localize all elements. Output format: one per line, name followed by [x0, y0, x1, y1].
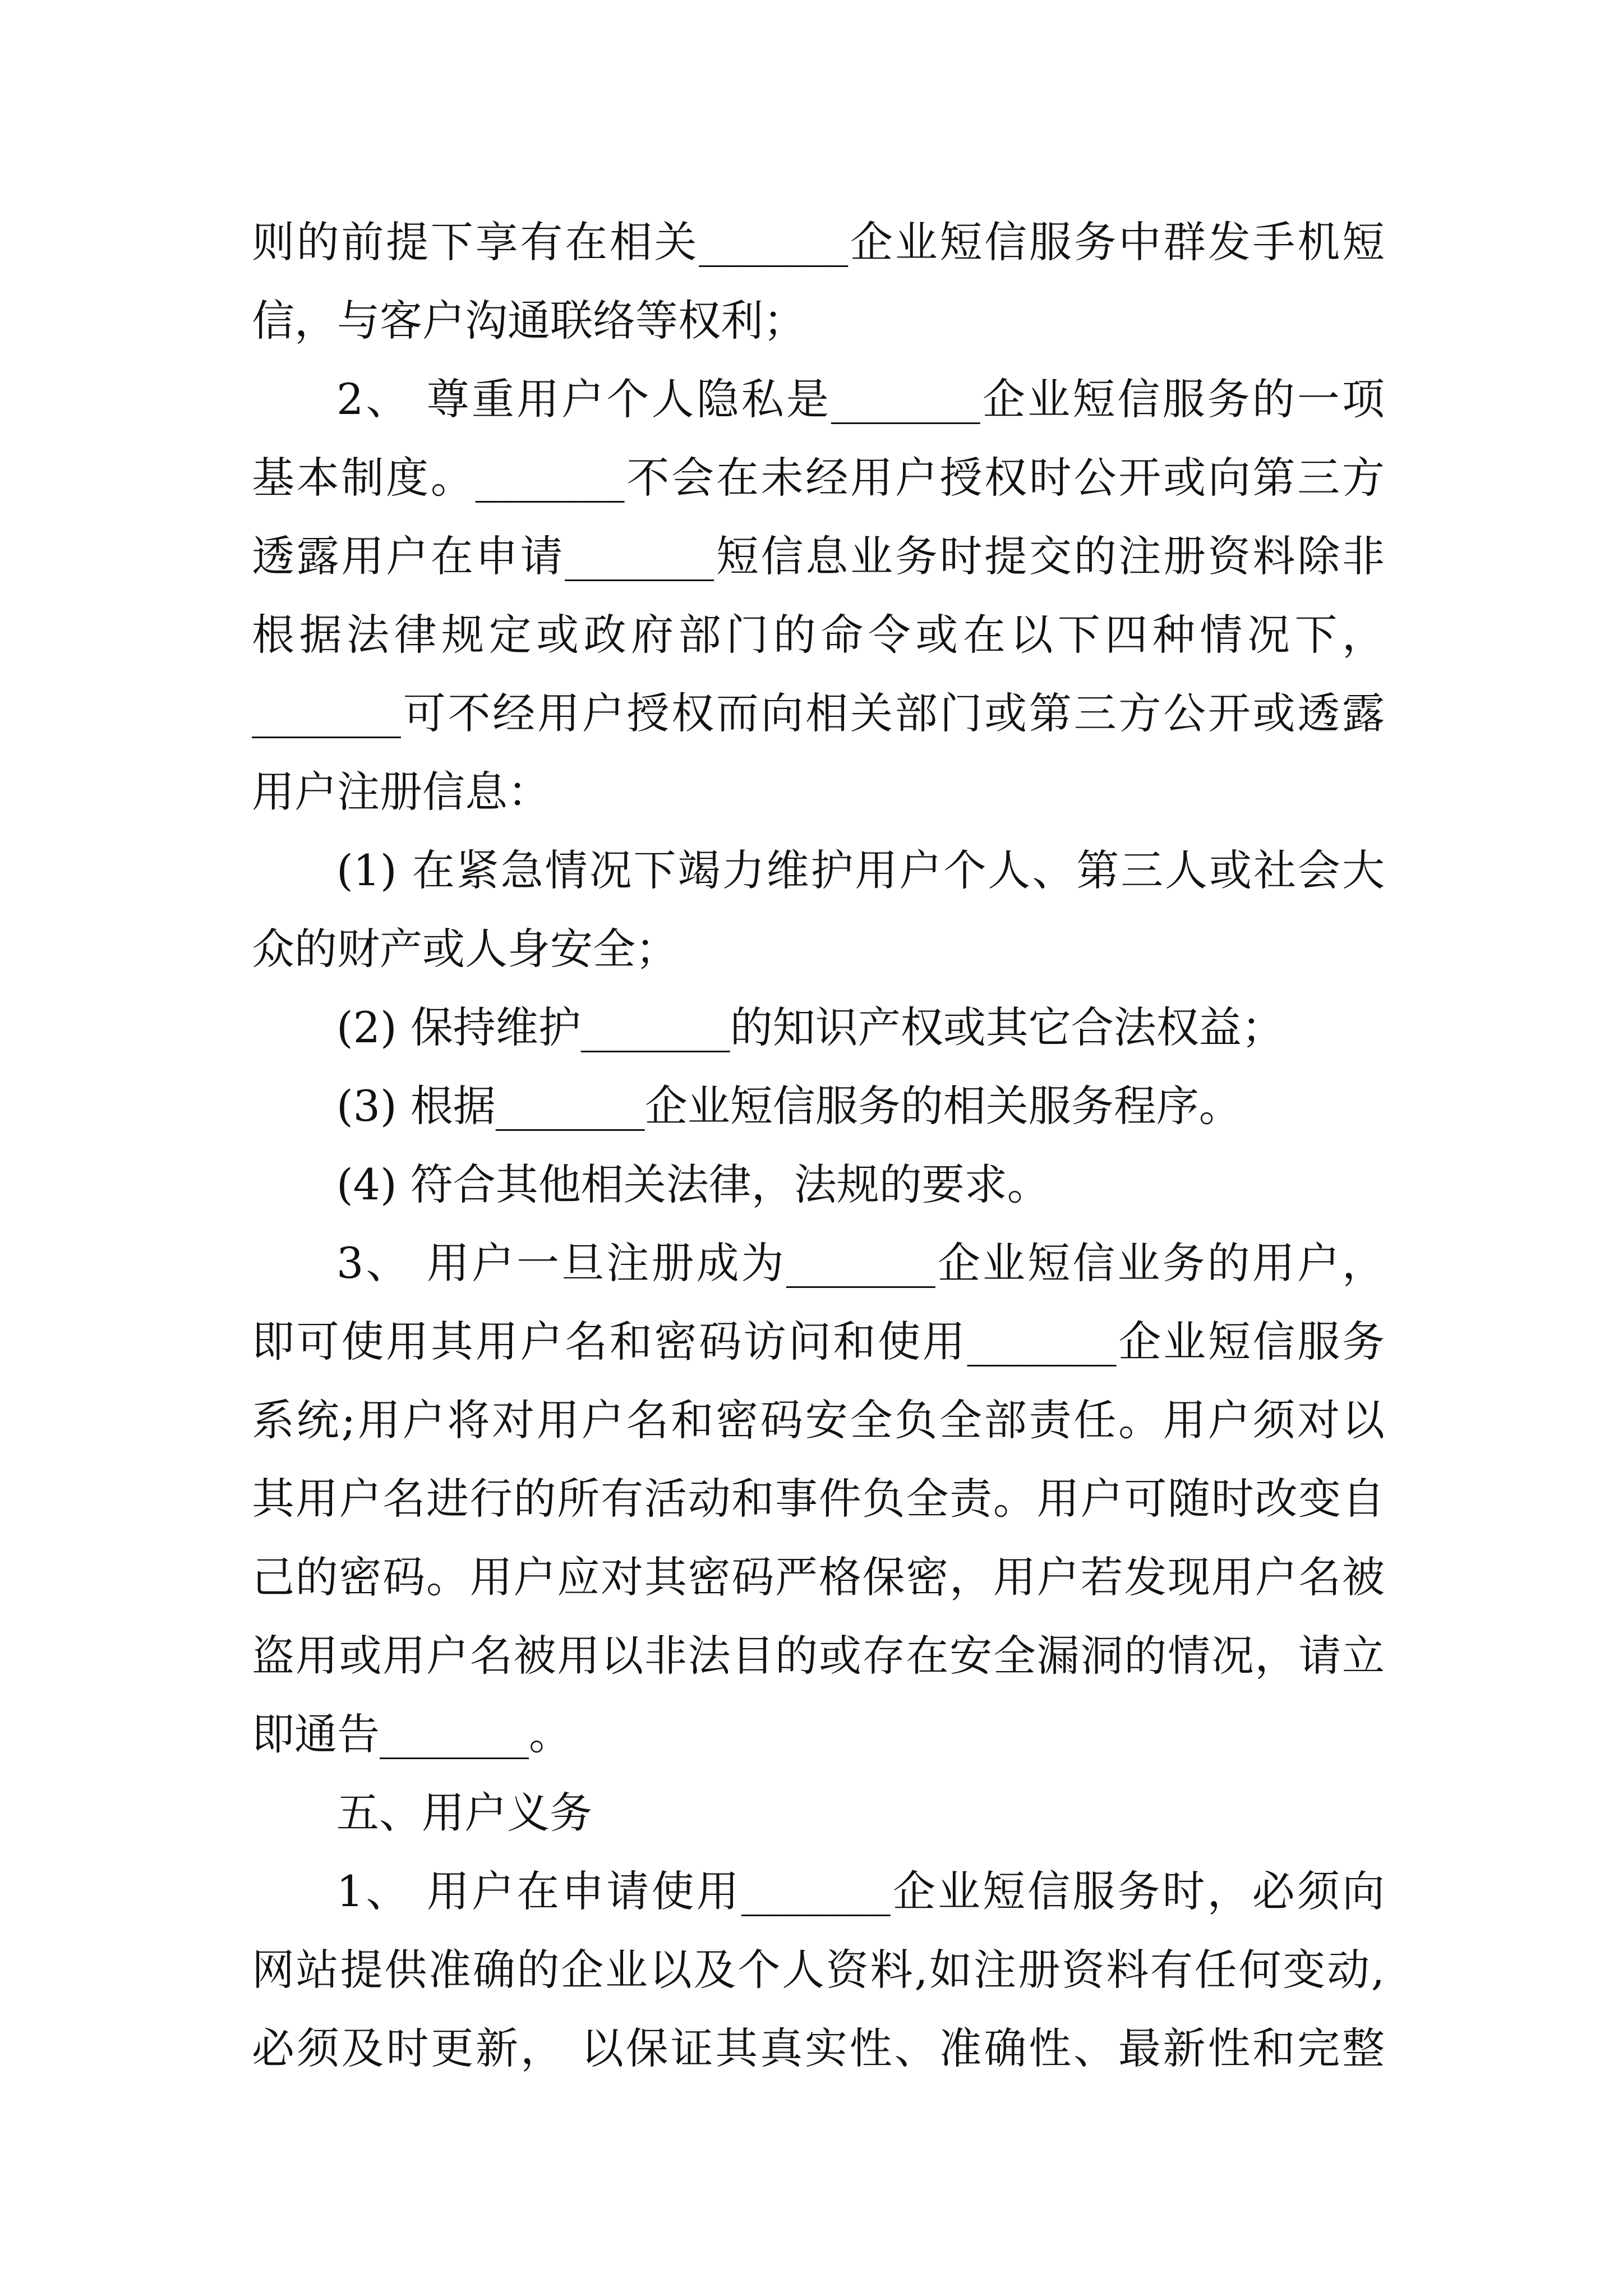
section-heading: 五、用户义务 — [336, 1788, 592, 1838]
text-line: 盗用或用户名被用以非法目的或存在安全漏洞的情况，请立 — [252, 1631, 1385, 1681]
text-line: 2、 尊重用户个人隐私是_______企业短信服务的一项 — [336, 374, 1385, 424]
text-line: 网站提供准确的企业以及个人资料,如注册资料有任何变动, — [252, 1945, 1385, 1995]
text-line: 基本制度。_______不会在未经用户授权时公开或向第三方 — [252, 453, 1385, 503]
text-line: (2) 保持维护_______的知识产权或其它合法权益； — [336, 1002, 1284, 1052]
text-line: 透露用户在申请_______短信息业务时提交的注册资料除非 — [252, 531, 1385, 581]
text-line: 根据法律规定或政府部门的命令或在以下四种情况下， — [252, 610, 1385, 660]
text-line: 即可使用其用户名和密码访问和使用_______企业短信服务 — [252, 1317, 1385, 1366]
text-line: 1、 用户在申请使用_______企业短信服务时，必须向 — [336, 1866, 1385, 1916]
text-line: _______可不经用户授权而向相关部门或第三方公开或透露 — [252, 688, 1385, 738]
text-line: 其用户名进行的所有活动和事件负全责。用户可随时改变自 — [252, 1474, 1385, 1524]
text-line: (4) 符合其他相关法律，法规的要求。 — [336, 1159, 1050, 1209]
text-line: 3、 用户一旦注册成为_______企业短信业务的用户， — [336, 1238, 1385, 1288]
text-line: 则的前提下享有在相关_______企业短信服务中群发手机短 — [252, 217, 1385, 267]
text-line: 信，与客户沟通联络等权利； — [252, 296, 806, 346]
text-line: 即通告_______。 — [252, 1709, 571, 1759]
text-line: 必须及时更新， 以保证其真实性、准确性、最新性和完整 — [252, 2023, 1385, 2073]
text-line: 众的财产或人身安全； — [252, 924, 678, 974]
text-line: 己的密码。用户应对其密码严格保密，用户若发现用户名被 — [252, 1552, 1385, 1602]
text-line: 系统;用户将对用户名和密码安全负全部责任。用户须对以 — [252, 1395, 1385, 1445]
text-line: 用户注册信息： — [252, 767, 550, 817]
text-line: (1) 在紧急情况下竭力维护用户个人、第三人或社会大 — [336, 845, 1385, 895]
text-line: (3) 根据_______企业短信服务的相关服务程序。 — [336, 1081, 1242, 1131]
